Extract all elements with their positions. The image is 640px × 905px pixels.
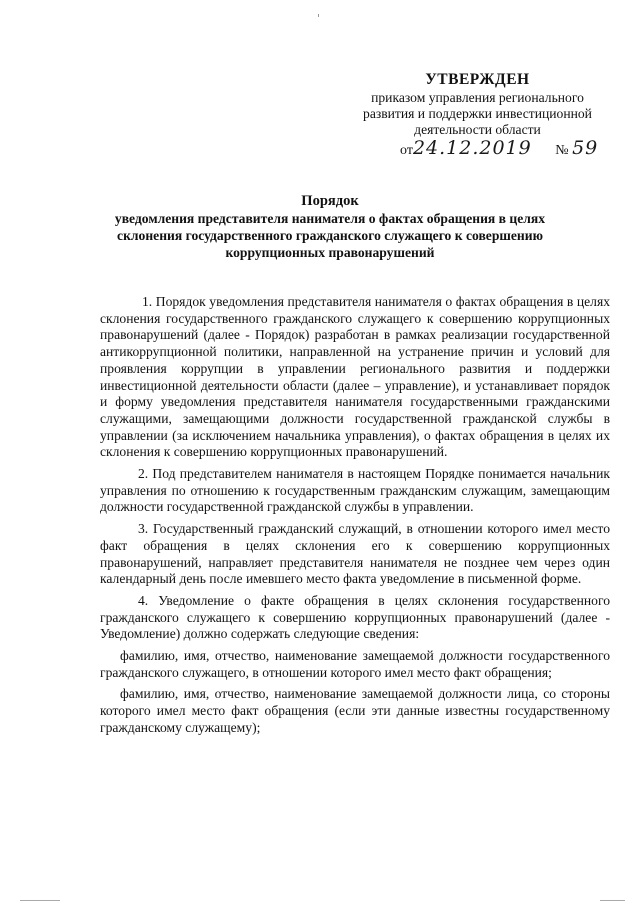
paragraph-4-item-1: фамилию, имя, отчество, наименование замещаемой должности государственного гражданского служащего, в отношении которого имел место факт обращения; [100,648,610,680]
scan-speck [318,14,319,17]
approved-heading: УТВЕРЖДЕН [425,71,530,88]
approval-stamp-block [345,72,610,138]
scan-speck-bottom-right [600,900,625,901]
handwritten-number: 59 [572,137,599,159]
paragraph-3: 3. Государственный гражданский служащий, в отношении которого имел место факт обращения в целях склонения его к совершению коррупционных правонарушений, направляет представителя нанимателя не позднее чем через один календарный день после имевшего место факта уведомление в письменной форме. [100,521,610,587]
document-body [100,294,610,742]
order-date-number [400,137,620,159]
number-label: № [555,143,569,158]
handwritten-date: 24.12.2019 [412,137,532,159]
approval-line-3: деятельности области [414,122,541,137]
paragraph-4-item-2: фамилию, имя, отчество, наименование замещаемой должности лица, со стороны которого имел место факт обращения (если эти данные известны государственному гражданскому служащему); [100,686,610,735]
date-prefix: от [400,143,413,158]
document-subtitle: уведомления представителя нанимателя о фактах обращения в целях склонения государственного гражданского служащего к совершению коррупционных правонарушений [114,211,546,260]
paragraph-1: 1. Порядок уведомления представителя нанимателя о фактах обращения в целях склонения государственного гражданского служащего к совершению коррупционных правонарушений (далее - Порядок) разработан в рамках реализации государственной антикоррупционной политики, направленной на устранение причин и условий для проявления коррупции в управлении регионального развития и поддержки инвестиционной деятельности области (далее – управление), и устанавливает порядок и форму уведомления представителя нанимателя государственными гражданскими служащими, замещающими должности государственной гражданской службы в управлении (за исключением начальника управления), о фактах обращения в целях их склонения к совершению коррупционных правонарушений. [100,294,610,460]
paragraph-4: 4. Уведомление о факте обращения в целях склонения государственного гражданского служащего к совершению коррупционных правонарушений (далее - Уведомление) должно содержать следующие сведения: [100,592,610,642]
scan-speck-bottom-left [20,900,60,901]
approval-line-2: развития и поддержки инвестиционной [363,106,592,121]
paragraph-2: 2. Под представителем нанимателя в настоящем Порядке понимается начальник управления по отношению к государственным гражданским служащим, замещающим должности государственной гражданской службы в управлении. [100,466,610,515]
approval-line-1: приказом управления регионального [371,90,584,105]
document-title: Порядок [301,193,359,209]
document-heading [90,193,570,261]
